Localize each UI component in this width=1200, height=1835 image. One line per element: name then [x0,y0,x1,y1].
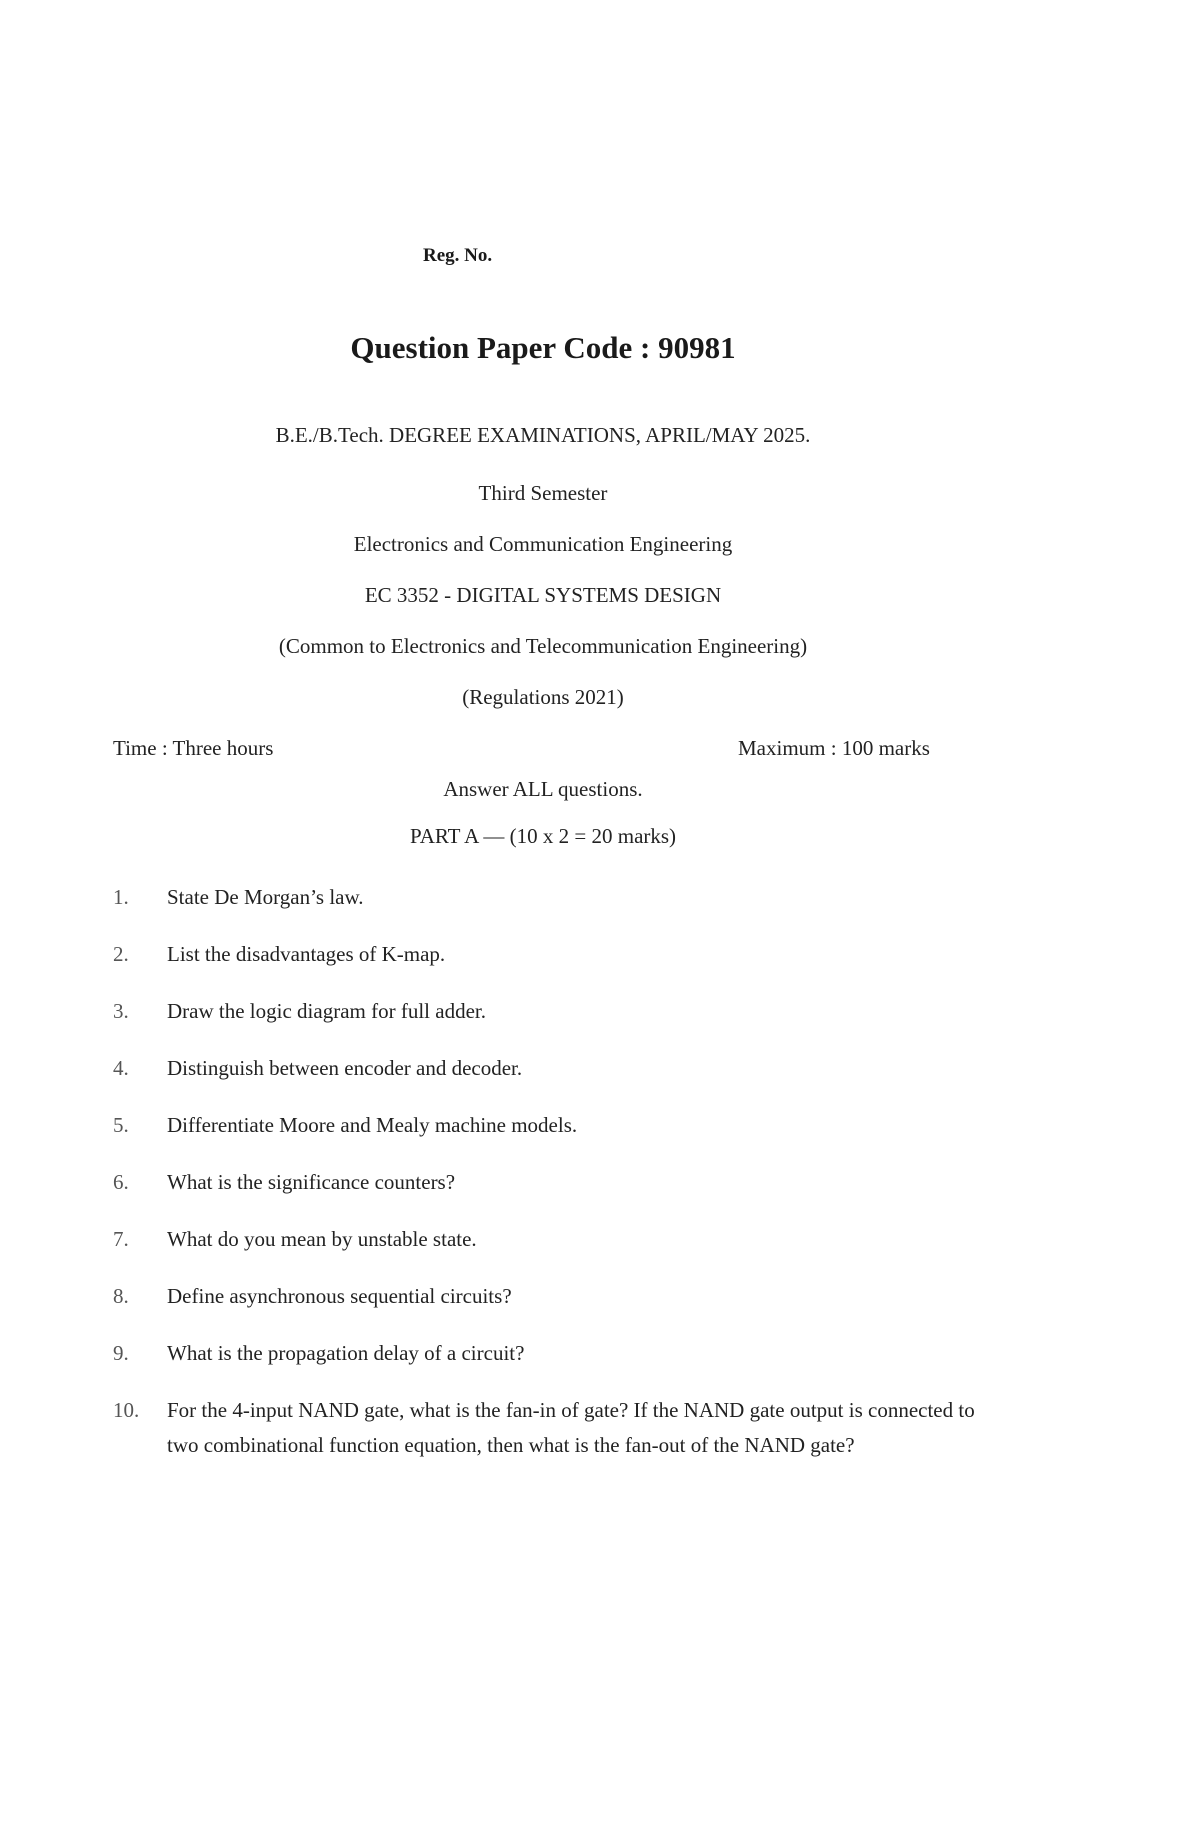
question-number: 2. [113,942,129,966]
question-number: 3. [113,999,129,1023]
question-number: 6. [113,1170,129,1194]
exam-title: B.E./B.Tech. DEGREE EXAMINATIONS, APRIL/MAY 2025. [275,423,811,447]
question-text: What is the significance counters? [167,1170,456,1194]
question-list [113,880,983,1485]
question-item [113,1108,983,1143]
question-text: What is the propagation delay of a circuit? [167,1341,525,1365]
question-number: 1. [113,885,129,909]
question-text: Differentiate Moore and Mealy machine models. [167,1113,578,1137]
department: Electronics and Communication Engineering [353,532,733,556]
question-number: 7. [113,1227,129,1251]
reg-no-label: Reg. No. [423,245,493,266]
question-item [113,1051,983,1086]
question-text: List the disadvantages of K-map. [167,942,446,966]
question-item [113,1222,983,1257]
question-item [113,994,983,1029]
question-item [113,1165,983,1200]
question-text: What do you mean by unstable state. [167,1227,477,1251]
part-heading: PART A — (10 x 2 = 20 marks) [409,824,677,848]
question-item [113,1279,983,1314]
question-item [113,937,983,972]
question-number: 9. [113,1341,129,1365]
instruction: Answer ALL questions. [443,777,643,801]
question-text: State De Morgan’s law. [167,885,364,909]
question-number: 10. [113,1398,140,1422]
question-text: Distinguish between encoder and decoder. [167,1056,523,1080]
question-item [113,1336,983,1371]
question-text: Define asynchronous sequential circuits? [167,1284,512,1308]
question-text: Draw the logic diagram for full adder. [167,999,486,1023]
question-text: For the 4-input NAND gate, what is the fan-in of gate? If the NAND gate output is connected to two combinational function equation, then what is the fan-out of the NAND gate? [167,1398,975,1457]
subject-title: EC 3352 - DIGITAL SYSTEMS DESIGN [364,583,722,607]
question-number: 8. [113,1284,129,1308]
semester: Third Semester [478,481,608,505]
maximum-marks: Maximum : 100 marks [738,736,930,760]
regulations: (Regulations 2021) [462,685,624,709]
question-number: 4. [113,1056,129,1080]
question-item [113,880,983,915]
common-to-note: (Common to Electronics and Telecommunication Engineering) [278,634,808,658]
question-number: 5. [113,1113,129,1137]
question-item [113,1393,983,1463]
time-allowed: Time : Three hours [113,736,274,760]
paper-code-title: Question Paper Code : 90981 [350,330,736,365]
